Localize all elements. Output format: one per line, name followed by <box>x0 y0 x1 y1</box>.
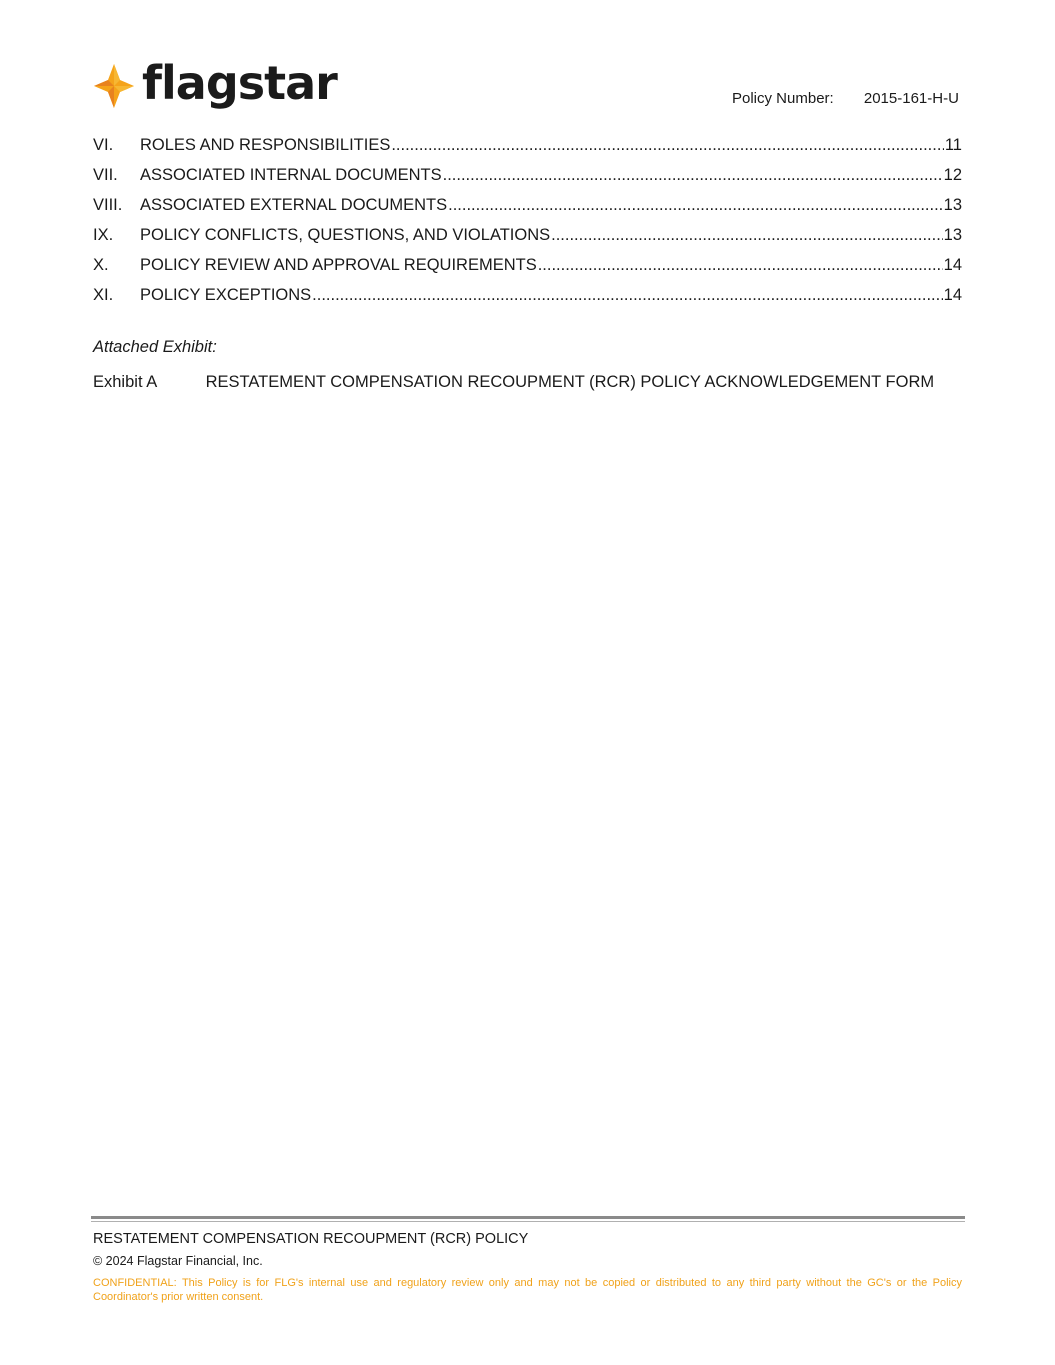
toc-entry-xi[interactable] <box>93 286 962 316</box>
toc-page: 14 <box>943 256 962 274</box>
toc-leader <box>312 286 942 305</box>
footer-copyright: © 2024 Flagstar Financial, Inc. <box>93 1254 263 1268</box>
toc-title: POLICY EXCEPTIONS <box>140 286 312 304</box>
toc-leader <box>443 166 943 185</box>
footer-divider-thin <box>91 1221 965 1222</box>
toc-number: VIII. <box>93 196 123 214</box>
toc-page: 13 <box>943 226 962 244</box>
star-icon <box>92 62 136 110</box>
toc-entry-viii[interactable] <box>93 196 962 226</box>
toc-leader <box>391 136 944 155</box>
exhibit-entry[interactable] <box>93 373 934 392</box>
table-of-contents <box>93 136 962 316</box>
policy-number <box>732 90 959 107</box>
toc-number: X. <box>93 256 109 274</box>
toc-number: VII. <box>93 166 118 184</box>
toc-leader <box>538 256 943 275</box>
toc-entry-x[interactable] <box>93 256 962 286</box>
footer-policy-title: RESTATEMENT COMPENSATION RECOUPMENT (RCR) POLICY <box>93 1231 529 1247</box>
toc-leader <box>448 196 943 215</box>
toc-page: 12 <box>943 166 962 184</box>
toc-page: 14 <box>943 286 962 304</box>
toc-number: VI. <box>93 136 114 154</box>
policy-number-value: 2015-161-H-U <box>863 90 959 107</box>
toc-page: 11 <box>944 136 962 154</box>
exhibit-title: RESTATEMENT COMPENSATION RECOUPMENT (RCR) POLICY ACKNOWLEDGEMENT FORM <box>205 373 935 391</box>
toc-number: XI. <box>93 286 114 304</box>
policy-number-label: Policy Number: <box>732 90 834 107</box>
flagstar-logo <box>92 58 337 114</box>
toc-title: ASSOCIATED EXTERNAL DOCUMENTS <box>140 196 448 214</box>
exhibit-id: Exhibit A <box>93 373 158 391</box>
toc-entry-vii[interactable] <box>93 166 962 196</box>
attached-exhibit-heading: Attached Exhibit: <box>93 338 217 356</box>
footer-confidential-notice: CONFIDENTIAL: This Policy is for FLG's internal use and regulatory review only and may not be copied or distributed to any third party without the GC's or the Policy Coordinator's prior written consent. <box>93 1277 962 1303</box>
toc-title: ASSOCIATED INTERNAL DOCUMENTS <box>140 166 442 184</box>
toc-title: POLICY REVIEW AND APPROVAL REQUIREMENTS <box>140 256 537 274</box>
toc-title: POLICY CONFLICTS, QUESTIONS, AND VIOLATIONS <box>140 226 551 244</box>
logo-wordmark: flagstar <box>142 56 337 110</box>
toc-entry-ix[interactable] <box>93 226 962 256</box>
toc-entry-vi[interactable] <box>93 136 962 166</box>
toc-leader <box>551 226 943 245</box>
toc-page: 13 <box>943 196 962 214</box>
footer-divider <box>91 1216 965 1219</box>
toc-title: ROLES AND RESPONSIBILITIES <box>140 136 391 154</box>
toc-number: IX. <box>93 226 114 244</box>
